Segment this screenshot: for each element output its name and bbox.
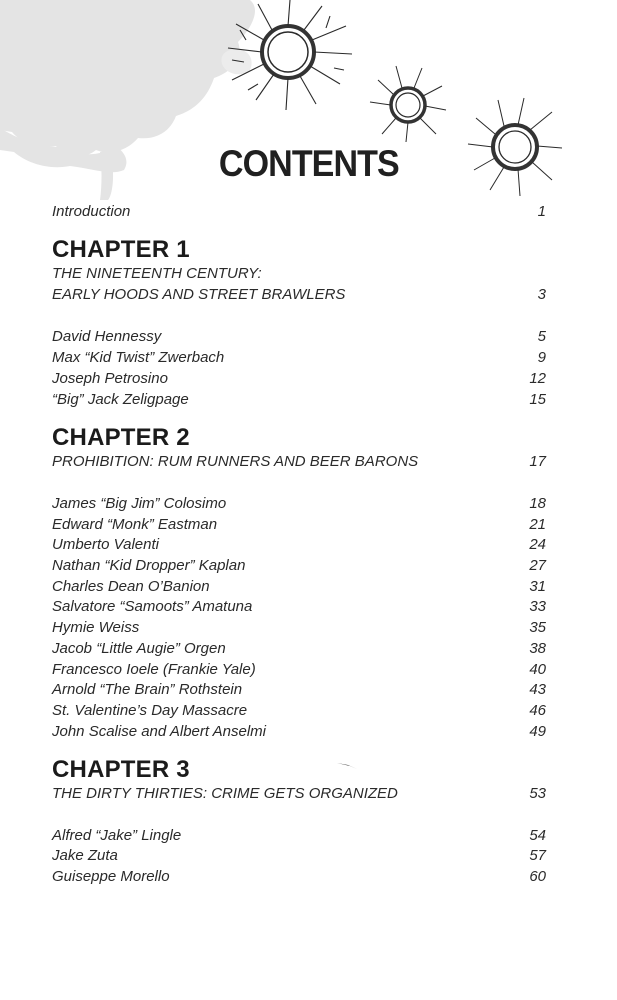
toc-entry-label: “Big” Jack Zeligpage bbox=[52, 391, 189, 408]
toc-entry-label: Introduction bbox=[52, 203, 131, 220]
toc-entry-label: Joseph Petrosino bbox=[52, 370, 168, 387]
toc-entry[interactable] bbox=[52, 577, 546, 597]
toc-entry-page: 43 bbox=[529, 681, 546, 698]
toc-entry-page: 35 bbox=[529, 619, 546, 636]
toc-intro-row[interactable] bbox=[52, 202, 546, 222]
toc-entry-label: John Scalise and Albert Anselmi bbox=[52, 723, 266, 740]
toc-entry-page: 53 bbox=[529, 785, 546, 802]
page-title: CONTENTS bbox=[218, 143, 399, 184]
toc-entry-page: 33 bbox=[529, 598, 546, 615]
toc-entry-page: 60 bbox=[529, 868, 546, 885]
chapter-1-subtitle-line bbox=[52, 264, 546, 284]
toc-entry[interactable] bbox=[52, 722, 546, 742]
toc-entry[interactable] bbox=[52, 826, 546, 846]
toc-entry-label: Guiseppe Morello bbox=[52, 868, 170, 885]
toc-entry-label: Max “Kid Twist” Zwerbach bbox=[52, 349, 225, 366]
toc-entry-label: Hymie Weiss bbox=[52, 619, 140, 636]
bullet-hole-icon bbox=[370, 66, 446, 142]
chapter-3-heading: CHAPTER 3 bbox=[52, 756, 190, 783]
toc-entry[interactable] bbox=[52, 867, 546, 887]
chapter-subtitle-text: THE NINETEENTH CENTURY: bbox=[52, 265, 262, 282]
toc-entry-page: 27 bbox=[529, 557, 546, 574]
chapter-1-subtitle-row[interactable] bbox=[52, 285, 546, 305]
toc-entry-label: Francesco Ioele (Frankie Yale) bbox=[52, 661, 256, 678]
toc-entry[interactable] bbox=[52, 494, 546, 514]
toc-entry[interactable] bbox=[52, 701, 546, 721]
toc-entry-page: 49 bbox=[529, 723, 546, 740]
toc-entry-page: 24 bbox=[529, 536, 546, 553]
chapter-1-heading: CHAPTER 1 bbox=[52, 236, 190, 263]
toc-entry-label: Alfred “Jake” Lingle bbox=[52, 827, 182, 844]
toc-entry-page: 46 bbox=[529, 702, 546, 719]
toc-entry-page: 12 bbox=[529, 370, 546, 387]
toc-entry-page: 9 bbox=[537, 349, 546, 366]
toc-entry-page: 1 bbox=[537, 203, 546, 220]
toc-entry-label: Charles Dean O’Banion bbox=[52, 578, 210, 595]
toc-entry-page: 3 bbox=[537, 286, 546, 303]
toc-entry-label: James “Big Jim” Colosimo bbox=[52, 495, 227, 512]
toc-entry-label: David Hennessy bbox=[52, 328, 162, 345]
toc-entry-label: Umberto Valenti bbox=[52, 536, 159, 553]
chapter-subtitle-text: PROHIBITION: RUM RUNNERS AND BEER BARONS bbox=[52, 453, 419, 470]
toc-entry-page: 54 bbox=[529, 827, 546, 844]
toc-entry-page: 31 bbox=[529, 578, 546, 595]
toc-entry-page: 17 bbox=[529, 453, 546, 470]
toc-entry[interactable] bbox=[52, 348, 546, 368]
chapter-3-subtitle-row[interactable] bbox=[52, 784, 546, 804]
toc-entry[interactable] bbox=[52, 327, 546, 347]
toc-entry-label: Nathan “Kid Dropper” Kaplan bbox=[52, 557, 246, 574]
ink-mark bbox=[336, 760, 358, 770]
chapter-subtitle-text: THE DIRTY THIRTIES: CRIME GETS ORGANIZED bbox=[52, 785, 398, 802]
toc-entry-page: 38 bbox=[529, 640, 546, 657]
toc-entry[interactable] bbox=[52, 639, 546, 659]
toc-entry-label: Arnold “The Brain” Rothstein bbox=[52, 681, 243, 698]
toc-entry-page: 5 bbox=[537, 328, 546, 345]
toc-entry[interactable] bbox=[52, 535, 546, 555]
toc-entry[interactable] bbox=[52, 660, 546, 680]
toc-entry[interactable] bbox=[52, 846, 546, 866]
toc-entry-page: 21 bbox=[529, 516, 546, 533]
chapter-2-heading: CHAPTER 2 bbox=[52, 424, 190, 451]
toc-entry-label: St. Valentine’s Day Massacre bbox=[52, 702, 248, 719]
chapter-subtitle-text: EARLY HOODS AND STREET BRAWLERS bbox=[52, 286, 346, 303]
toc-entry-label: Jacob “Little Augie” Orgen bbox=[52, 640, 226, 657]
toc-entry-page: 40 bbox=[529, 661, 546, 678]
chapter-2-subtitle-row[interactable] bbox=[52, 452, 546, 472]
toc-entry[interactable] bbox=[52, 390, 546, 410]
toc-entry-label: Jake Zuta bbox=[52, 847, 118, 864]
toc-entry[interactable] bbox=[52, 556, 546, 576]
toc-entry-label: Salvatore “Samoots” Amatuna bbox=[52, 598, 253, 615]
toc-entry-page: 18 bbox=[529, 495, 546, 512]
toc-entry[interactable] bbox=[52, 680, 546, 700]
toc-entry[interactable] bbox=[52, 369, 546, 389]
toc-entry-page: 57 bbox=[529, 847, 546, 864]
toc-entry[interactable] bbox=[52, 515, 546, 535]
toc-entry[interactable] bbox=[52, 618, 546, 638]
toc-entry-label: Edward “Monk” Eastman bbox=[52, 516, 218, 533]
toc-entry[interactable] bbox=[52, 597, 546, 617]
toc-entry-page: 15 bbox=[529, 391, 546, 408]
